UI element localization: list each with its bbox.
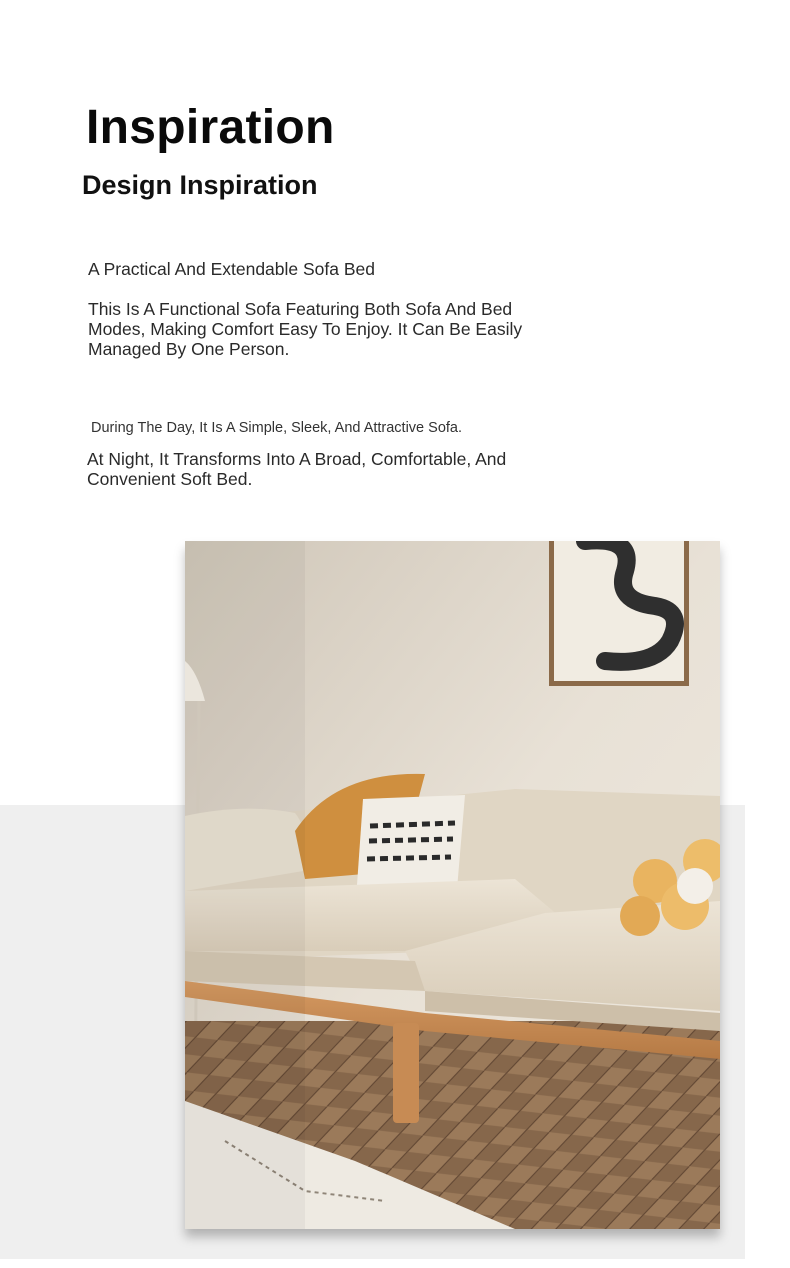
day-note-text: During The Day, It Is A Simple, Sleek, And Attractive Sofa.	[91, 420, 463, 436]
sofa-leg	[393, 1023, 419, 1123]
sofa-photo	[185, 541, 720, 1229]
section-subtitle: Design Inspiration	[82, 170, 318, 200]
patterned-pillow	[357, 795, 465, 889]
page-title: Inspiration	[86, 101, 335, 154]
description-text: This Is A Functional Sofa Featuring Both Sofa And Bed Modes, Making Comfort Easy To Enjoy. It Can Be Easily Managed By One Person.	[88, 299, 523, 359]
wall-art	[549, 541, 689, 686]
night-note-text: At Night, It Transforms Into A Broad, Comfortable, And Convenient Soft Bed.	[87, 449, 507, 489]
lead-text: A Practical And Extendable Sofa Bed	[88, 259, 375, 279]
